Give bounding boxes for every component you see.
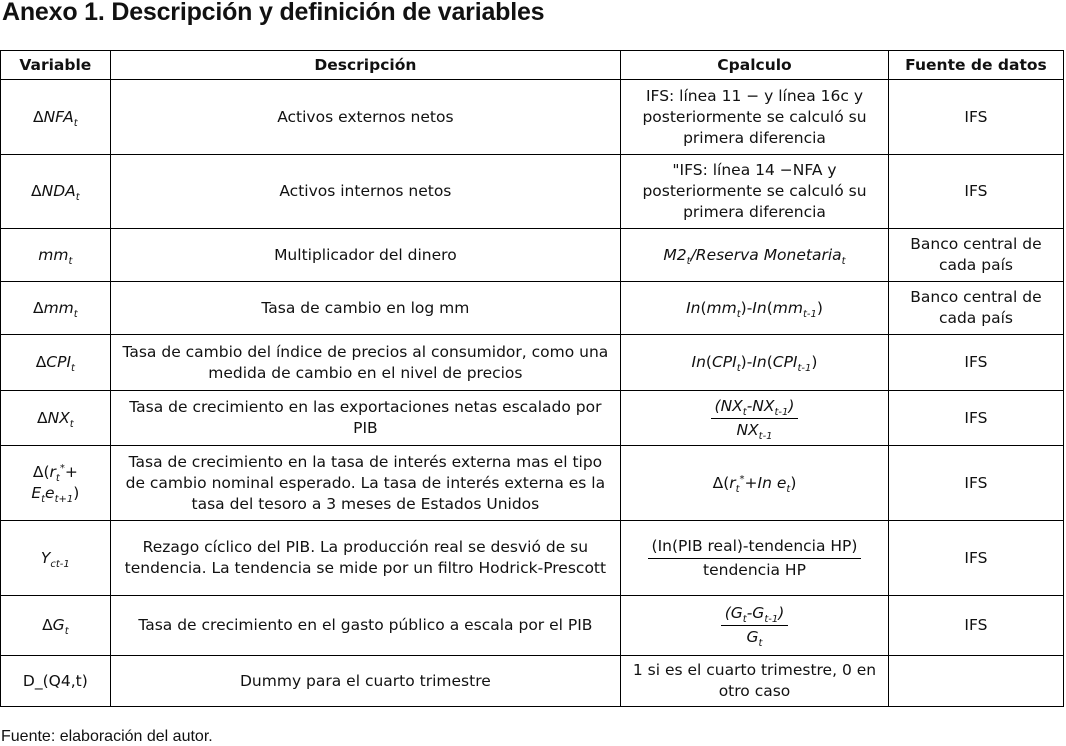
table-row <box>1 155 1064 229</box>
source-note: Fuente: elaboración del autor. <box>1 728 213 745</box>
variable-cell: $Y_{ct-1}$ <box>1 521 111 596</box>
calculation-cell: "IFS: línea 14 −NFA y posteriormente se calculó su primera diferencia <box>621 155 889 229</box>
source-cell: IFS <box>888 521 1063 596</box>
header-description: Descripción <box>110 51 620 80</box>
header-row <box>1 51 1064 80</box>
description-cell: Rezago cíclico del PIB. La producción real se desvió de su tendencia. La tendencia se mide por un filtro Hodrick-Prescott <box>110 521 620 596</box>
source-cell: IFS <box>888 446 1063 521</box>
calculation-cell: IFS: línea 11 − y línea 16c y posteriormente se calculó su primera diferencia <box>621 80 889 155</box>
variable-cell: $\Delta NFA_t$ <box>1 80 111 155</box>
description-cell: Dummy para el cuarto trimestre <box>110 656 620 707</box>
table-row <box>1 391 1064 446</box>
variable-cell: $\Delta NDA_t$ <box>1 155 111 229</box>
source-cell: IFS <box>888 335 1063 391</box>
header-source: Fuente de datos <box>888 51 1063 80</box>
source-cell: IFS <box>888 596 1063 656</box>
table-row <box>1 656 1064 707</box>
variable-cell: $\Delta CPI_t$ <box>1 335 111 391</box>
variable-cell: $\Delta NX_t$ <box>1 391 111 446</box>
source-cell: Banco central de cada país <box>888 282 1063 335</box>
table-row <box>1 229 1064 282</box>
description-cell: Tasa de crecimiento en el gasto público a escala por el PIB <box>110 596 620 656</box>
calculation-cell: $\Delta(r_t^*+In$ $e_t$) <box>621 446 889 521</box>
variables-table <box>0 50 1064 707</box>
fraction: $\frac{\text{(In(PIB real)-tendencia HP)}}{\text{tendencia HP}}$ <box>648 536 862 581</box>
source-cell <box>888 656 1063 707</box>
calculation-cell <box>621 521 889 596</box>
table-row <box>1 335 1064 391</box>
variable-cell: D_(Q4,t) <box>1 656 111 707</box>
table-row <box>1 80 1064 155</box>
calculation-cell: 1 si es el cuarto trimestre, 0 en otro caso <box>621 656 889 707</box>
fraction: $\frac{(NX_t-NX_{t-1})}{NX_{t-1}}$ <box>711 396 799 441</box>
table-row <box>1 446 1064 521</box>
variable-cell: $\Delta G_t$ <box>1 596 111 656</box>
calculation-cell <box>621 596 889 656</box>
calculation-cell <box>621 391 889 446</box>
calculation-cell: $M2_t$/Reserva Monetaria$_t$ <box>621 229 889 282</box>
source-cell: IFS <box>888 155 1063 229</box>
calculation-cell: $In(CPI_t)-In(CPI_{t-1})$ <box>621 335 889 391</box>
variable-cell: $mm_t$ <box>1 229 111 282</box>
table-row <box>1 282 1064 335</box>
source-cell: IFS <box>888 80 1063 155</box>
description-cell: Tasa de crecimiento en las exportaciones netas escalado por PIB <box>110 391 620 446</box>
variable-cell: Δmm$_t$ <box>1 282 111 335</box>
description-cell: Multiplicador del dinero <box>110 229 620 282</box>
source-cell: Banco central de cada país <box>888 229 1063 282</box>
description-cell: Activos externos netos <box>110 80 620 155</box>
description-cell: Activos internos netos <box>110 155 620 229</box>
source-cell: IFS <box>888 391 1063 446</box>
description-cell: Tasa de crecimiento en la tasa de interés externa mas el tipo de cambio nominal esperado. La tasa de interés externa es la tasa del tesoro a 3 meses de Estados Unidos <box>110 446 620 521</box>
table-row <box>1 596 1064 656</box>
calculation-cell: $In(mm_t)-In(mm_{t-1})$ <box>621 282 889 335</box>
description-cell: Tasa de cambio en log mm <box>110 282 620 335</box>
header-calculation: Cpalculo <box>621 51 889 80</box>
table-row <box>1 521 1064 596</box>
annex-title: Anexo 1. Descripción y definición de variables <box>2 0 545 26</box>
header-variable: Variable <box>1 51 111 80</box>
variable-cell: $\Delta(r_t^*+ E_te_{t+1})$ <box>1 446 111 521</box>
fraction: $\frac{(G_t-G_{t-1})}{G_t}$ <box>721 603 789 648</box>
description-cell: Tasa de cambio del índice de precios al consumidor, como una medida de cambio en el nivel de precios <box>110 335 620 391</box>
